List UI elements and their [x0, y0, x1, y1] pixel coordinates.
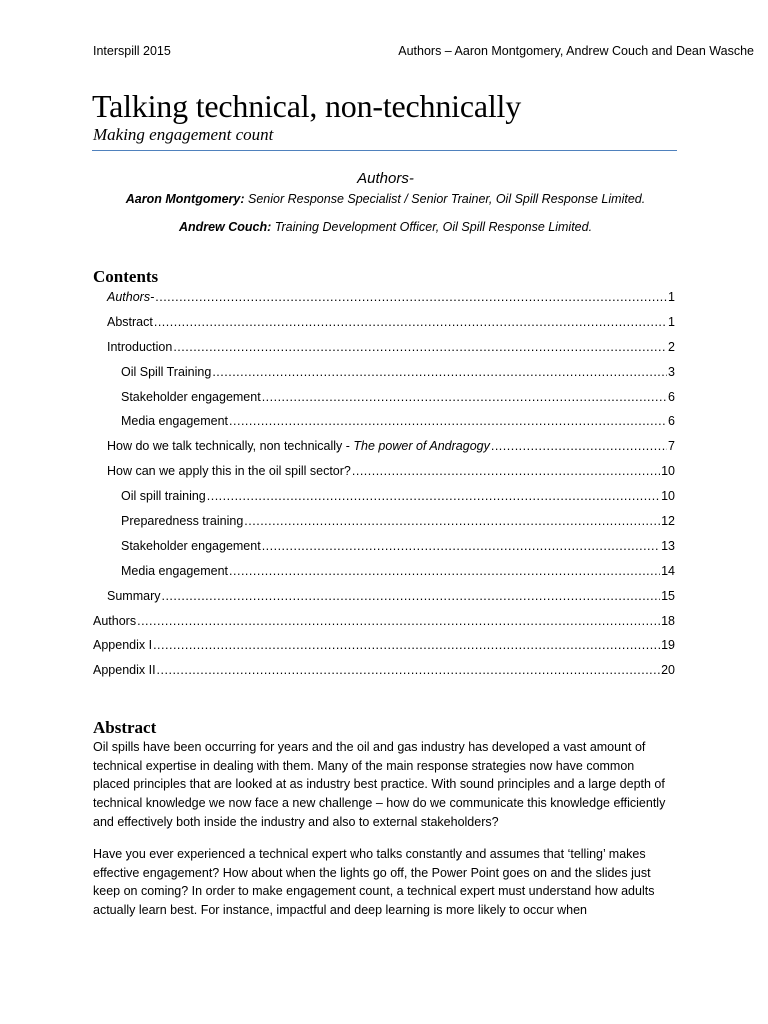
table-of-contents — [93, 287, 675, 685]
toc-entry[interactable] — [93, 411, 675, 436]
toc-leader — [207, 486, 660, 506]
toc-entry[interactable] — [93, 436, 675, 461]
author-role: Senior Response Specialist / Senior Trainer, Oil Spill Response Limited. — [248, 192, 646, 206]
abstract-paragraph: Oil spills have been occurring for years and the oil and gas industry has developed a vast amount of technical expertise in dealing with them. Many of the main response strategies now have common placed principles that are looked at as industry best practice. With sound principles and a large depth of technical knowledge we now face a new challenge – how do we communicate this knowledge efficiently and effectively both inside the industry and also to external stakeholders? — [93, 740, 666, 829]
author-line — [93, 192, 678, 206]
toc-entry-label: Introduction — [107, 339, 173, 354]
toc-entry[interactable] — [93, 486, 675, 511]
toc-entry-page: 13 — [661, 538, 675, 553]
toc-entry-page: 12 — [661, 514, 675, 529]
toc-entry-page: 10 — [661, 464, 675, 479]
toc-leader — [244, 511, 660, 531]
toc-entry-page: 1 — [668, 314, 675, 329]
toc-entry-label: Appendix I — [93, 638, 153, 653]
toc-entry[interactable] — [93, 586, 675, 611]
toc-leader — [229, 411, 667, 431]
toc-entry[interactable] — [93, 660, 675, 685]
toc-entry[interactable] — [93, 536, 675, 561]
abstract-heading: Abstract — [93, 718, 157, 737]
toc-entry[interactable] — [93, 287, 675, 312]
toc-leader — [352, 461, 660, 481]
toc-entry-label: Appendix II — [93, 663, 156, 678]
toc-entry-page: 1 — [668, 290, 675, 304]
toc-leader — [262, 536, 660, 556]
toc-entry-label: Preparedness training — [121, 514, 244, 529]
header-conference: Interspill 2015 — [93, 44, 171, 58]
toc-entry[interactable] — [93, 312, 675, 337]
toc-entry-label: Oil spill training — [121, 489, 206, 504]
toc-leader — [137, 611, 660, 631]
running-header — [93, 44, 754, 58]
toc-entry[interactable] — [93, 611, 675, 636]
toc-entry-label: Authors — [93, 613, 137, 628]
document-subtitle: Making engagement count — [93, 125, 274, 144]
toc-leader — [157, 660, 661, 680]
toc-entry-label: How can we apply this in the oil spill sector? — [107, 464, 351, 479]
toc-entry[interactable] — [93, 511, 675, 536]
author-name: Aaron Montgomery: — [125, 192, 245, 206]
toc-leader — [262, 387, 667, 407]
toc-entry[interactable] — [93, 561, 675, 586]
toc-entry-page: 6 — [668, 389, 675, 404]
toc-entry-label: Summary — [107, 588, 161, 603]
toc-leader — [154, 312, 667, 332]
title-divider — [92, 150, 677, 151]
toc-entry-label-italic: The power of Andragogy — [353, 439, 490, 454]
toc-leader — [153, 635, 660, 655]
toc-entry-label: Media engagement — [121, 563, 229, 578]
toc-entry-page: 14 — [661, 563, 675, 578]
toc-entry[interactable] — [93, 635, 675, 660]
toc-entry-label: Stakeholder engagement — [121, 389, 261, 404]
toc-entry-page: 2 — [668, 339, 675, 354]
toc-entry[interactable] — [93, 461, 675, 486]
abstract-paragraph: Have you ever experienced a technical expert who talks constantly and assumes that ‘telling’ makes effective engagement? How about when the lights go off, the Power Point goes on and the slides just keep on coming? In order to make engagement count, a technical expert must understand how adults actually learn best. For instance, impactful and deep learning is more likely to occur when — [93, 847, 655, 918]
toc-entry[interactable] — [93, 362, 675, 387]
toc-leader — [491, 436, 667, 456]
toc-entry[interactable] — [93, 387, 675, 412]
toc-entry-page: 6 — [668, 414, 675, 429]
author-line — [93, 220, 678, 234]
toc-entry-page: 19 — [661, 638, 675, 653]
toc-entry-label: Oil Spill Training — [121, 364, 212, 379]
toc-entry-page: 18 — [661, 613, 675, 628]
toc-entry-page: 15 — [661, 588, 675, 603]
header-authors: Authors – Aaron Montgomery, Andrew Couch and Dean Wasche — [398, 44, 754, 58]
toc-leader — [229, 561, 660, 581]
toc-leader — [173, 337, 667, 357]
toc-entry[interactable] — [93, 337, 675, 362]
authors-heading: Authors- — [357, 170, 414, 187]
toc-leader — [155, 287, 667, 307]
toc-entry-label: Media engagement — [121, 414, 229, 429]
author-role: Training Development Officer, Oil Spill Response Limited. — [274, 220, 593, 234]
toc-entry-page: 7 — [668, 439, 675, 454]
toc-entry-page: 20 — [661, 663, 675, 678]
toc-leader — [212, 362, 667, 382]
author-name: Andrew Couch: — [178, 220, 272, 234]
toc-entry-label: Authors- — [107, 290, 155, 304]
toc-entry-page: 10 — [661, 489, 675, 504]
document-title: Talking technical, non-technically — [92, 88, 522, 124]
toc-leader — [161, 586, 660, 606]
toc-entry-label: Stakeholder engagement — [121, 538, 261, 553]
toc-entry-label: Abstract — [107, 314, 153, 329]
contents-heading: Contents — [93, 267, 159, 286]
toc-entry-page: 3 — [668, 364, 675, 379]
toc-entry-label: How do we talk technically, non technically - — [107, 439, 354, 454]
